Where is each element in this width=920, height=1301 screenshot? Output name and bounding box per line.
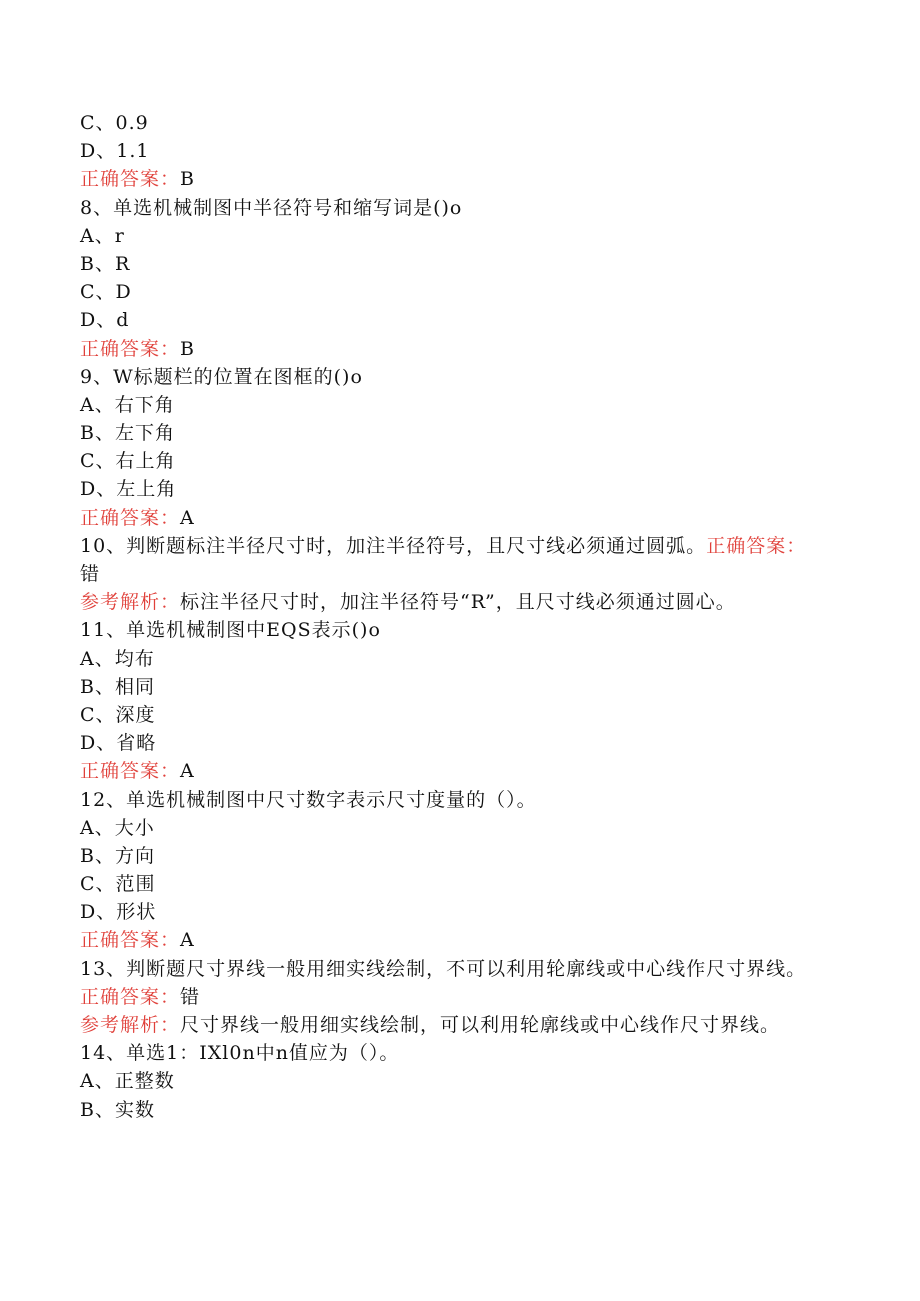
answer-line [80,335,825,363]
question-12: 12、单选机械制图中尺寸数字表示尺寸度量的（）。 [80,788,537,811]
option-d: D、省略 [80,732,157,755]
answer-label: 正确答案： [80,985,181,1008]
answer-label: 正确答案： [706,534,807,557]
answer-line [80,926,825,954]
analysis-text: 尺寸界线一般用细实线绘制，可以利用轮廓线或中心线作尺寸界线。 [180,1014,781,1037]
answer-line [80,983,825,1011]
option-d: D、1.1 [80,140,150,163]
option-a: A、右下角 [80,393,175,416]
answer-value: B [180,337,195,360]
option-b: B、实数 [80,1098,155,1121]
analysis-line [80,588,825,616]
option-c: C、右上角 [80,450,176,473]
option-d: D、左上角 [80,478,177,501]
answer-value: 错 [180,985,201,1008]
option-b: B、左下角 [80,422,175,445]
answer-line [80,757,825,785]
analysis-label: 参考解析： [80,1014,181,1037]
analysis-line [80,1011,825,1039]
document-page [80,109,825,1124]
question-9: 9、W标题栏的位置在图框的()o [80,365,363,388]
answer-line [80,165,825,193]
option-b: B、R [80,252,131,275]
answer-value: A [180,506,195,529]
analysis-label: 参考解析： [80,591,181,614]
option-b: B、相同 [80,675,155,698]
question-text: 10、判断题标注半径尺寸时，加注半径符号，且尺寸线必须通过圆弧。 [80,534,707,557]
question-11: 11、单选机械制图中EQS表示()o [80,619,381,642]
question-14: 14、单选1：IXl0n中n值应为（）。 [80,1042,400,1065]
option-a: A、大小 [80,816,155,839]
answer-label: 正确答案： [80,760,181,783]
answer-label: 正确答案： [80,168,181,191]
question-10 [80,532,825,588]
analysis-text: 标注半径尺寸时，加注半径符号“R”，且尺寸线必须通过圆心。 [180,591,736,614]
option-d: D、d [80,309,130,332]
answer-value: B [180,168,195,191]
option-c: C、0.9 [80,112,149,134]
answer-value: A [180,929,195,952]
option-c: C、范围 [80,873,156,896]
answer-label: 正确答案： [80,506,181,529]
option-a: A、r [80,224,125,247]
question-13: 13、判断题尺寸界线一般用细实线绘制，不可以利用轮廓线或中心线作尺寸界线。 [80,957,807,980]
option-b: B、方向 [80,844,155,867]
answer-value: A [180,760,195,783]
answer-label: 正确答案： [80,929,181,952]
option-a: A、正整数 [80,1070,175,1093]
option-c: C、D [80,281,132,304]
option-d: D、形状 [80,901,157,924]
answer-line [80,504,825,532]
option-c: C、深度 [80,703,156,726]
answer-value: 错 [80,563,101,586]
question-8: 8、单选机械制图中半径符号和缩写词是()o [80,196,463,219]
option-a: A、均布 [80,647,155,670]
answer-label: 正确答案： [80,337,181,360]
